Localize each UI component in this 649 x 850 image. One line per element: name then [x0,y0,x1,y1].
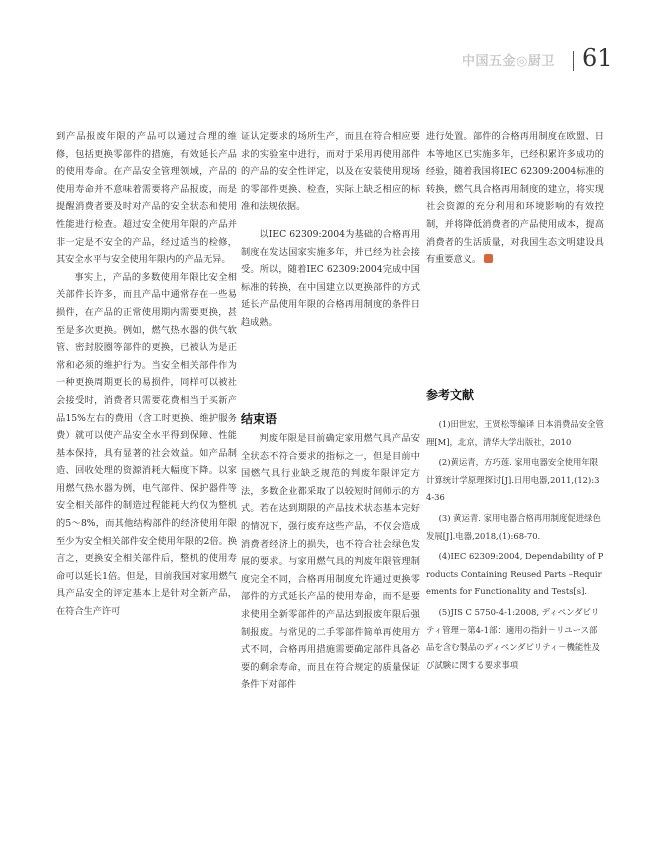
column-1 [56,128,237,621]
col1-paragraph-1: 到产品报废年限的产品可以通过合理的维修，包括更换零部件的措施，有效延长产品的使用寿命。在产品安全管理领域，产品的使用寿命并不意味着需要将产品报废，而是提醒消费者要及时对产品的安全状态和使用性能进行检查。超过安全使用年限的产品并非一定是不安全的产品，经过适当的检修，其安全水平与安全使用年限内的产品无异。 [56,131,237,266]
magazine-brand: 中国五金◎厨卫 [462,54,555,69]
col2-paragraph-2: 以IEC 62309:2004为基础的合格再用制度在发达国家实施多年，并已经为社会接受。所以，随着IEC 62309:2004完成中国标准的转换，在中国建立以更换部件的方式延长产品使用年限的合格再用制度的条件日趋成熟。 [241,228,420,328]
col1-paragraph-2: 事实上，产品的多数使用年限比安全相关部件长许多，而且产品中通常存在一些易损件，在产品的正常使用期内需要更换，甚至是多次更换。例如，燃气热水器的供气软管、密封胶圈等部件的更换，已被认为是正常和必须的维护行为。当安全相关部件作为一种更换周期更长的易损件，同样可以被社会接受时，消费者只需要花费相当于买新产品15%左右的费用（含工时更换、维护服务费）就可以使产品安全水平得到保障、性能基本保持，具有显著的社会效益。如产品制造、回收处理的资源消耗大幅度下降。以家用燃气热水器为例，电气部件、保护器件等安全相关部件的制造过程能耗大约仅为整机的5～8%，而其他结构部件的经济使用年限至少为安全相关部件安全使用年限的2倍。换言之，更换安全相关部件后，整机的使用寿命可以延长1倍。但是，目前我国对家用燃气具产品安全的评定基本上是针对全新产品，在符合生产许可 [56,271,237,618]
references-heading: 参考文献 [426,388,475,402]
col2-paragraph-3: 判废年限是目前确定家用燃气具产品安全状态不符合要求的指标之一，但是目前中国燃气具行业缺乏规范的判废年限评定方法，多数企业都采取了以较短时间师示的方式。若在达到期限的产品技术状态基本完好的情况下，强行废弃这些产品，不仅会造成消费者经济上的损失，也不符合社会绿色发展的要求。与家用燃气具的判废年限管理制度完全不同，合格再用制度允许通过更换零部件的方式延长产品的使用寿命，而不是要求使用全新零部件的产品达到报废年限后强制报废。与常见的二手零部件简单再使用方式不同，合格再用措施需要确定部件具备必要的剩余寿命，而且在符合规定的质量保证条件下对部件 [241,433,420,691]
reference-item: (2)黄运青，方巧莲. 家用电器安全使用年限计算统计学原理探讨[J].日用电器,2011,(12):34-36 [426,457,600,503]
reference-item: (3) 黄运青. 家用电器合格再用制度促进绿色发展[J].电器,2018,(1):68-70. [426,512,601,541]
reference-item: (4)IEC 62309:2004, Dependability of Products Containing Reused Parts –Requirements for Functionality and Tests[s]. [426,551,604,597]
col3-paragraph-1 [426,128,604,269]
column-2-conclusion [241,430,420,694]
column-3 [426,128,604,269]
page-number: 61 [582,44,613,72]
conclusion-heading: 结束语 [241,412,278,426]
col3-paragraph-1-text: 进行处置。部件的合格再用制度在欧盟、日本等地区已实施多年，已经积累许多成功的经验，随着我国将IEC 62309:2004标准的转换，燃气具合格再用制度的建立，将实现社会资源的充分利用和环境影响的有效控制，并将降低消费者的产品使用成本，提高消费者的生活质量，对我国生态文明建设具有重要意义。 [426,131,604,266]
article-end-icon [484,254,493,263]
reference-item: (5)JIS C 5750-4-1:2008, ディペンダビリティ管理－第4-1部：適用の指針－リユース部品を含む製品のディペンダビリティ－機能性及び試験に関する要求事項 [426,606,601,670]
reference-item: (1)田世宏，王贤松等编译 日本消费品安全管理[M]，北京，清华大学出版社，2010 [426,419,604,447]
header-divider [573,51,574,71]
col2-paragraph-1: 证认定要求的场所生产，而且在符合相应要求的实验室中进行，而对于采用再使用部件的产品的安全性评定，以及在安装使用现场的零部件更换、检查，实际上缺乏相应的标准和法规依据。 [241,131,420,213]
column-2 [241,128,420,332]
references-list [426,416,604,677]
